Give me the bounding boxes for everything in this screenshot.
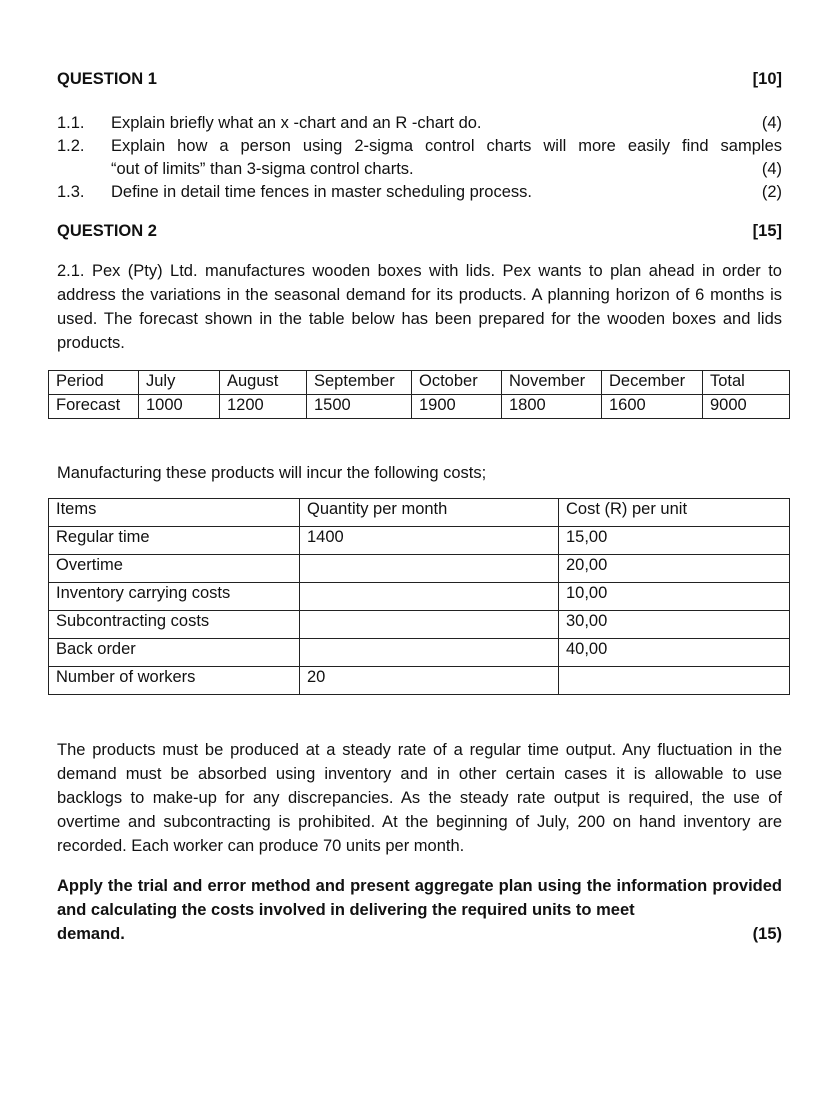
item-marks: (4) (761, 160, 782, 178)
item-text-line-2: “out of limits” than 3-sigma control charts. (111, 160, 414, 178)
item-number: 1.2. (57, 137, 85, 155)
table-cell (300, 555, 559, 583)
table-cell: 1900 (412, 395, 502, 419)
forecast-table (48, 370, 790, 419)
table-cell: Back order (49, 639, 300, 667)
instruction-text: Apply the trial and error method and present aggregate plan using the information provided and calculating the costs involved in delivering the required units to meet (57, 877, 782, 919)
table-row (49, 639, 790, 667)
table-cell: December (602, 371, 703, 395)
table-cell (559, 667, 790, 695)
table-row (49, 527, 790, 555)
question-2-1-intro: 2.1. Pex (Pty) Ltd. manufactures wooden boxes with lids. Pex wants to plan ahead in order to address the variations in the seasonal demand for its products. A planning horizon of 6 months is used. The forecast shown in the table below has been prepared for the wooden boxes and lids products. (57, 262, 782, 352)
table-cell: Cost (R) per unit (559, 499, 790, 527)
forecast-data-row (49, 395, 790, 419)
table-cell (300, 611, 559, 639)
table-cell: Period (49, 371, 139, 395)
table-cell: August (220, 371, 307, 395)
table-cell: 1000 (139, 395, 220, 419)
question-1-2 (57, 135, 782, 181)
table-cell: Subcontracting costs (49, 611, 300, 639)
table-cell: 9000 (703, 395, 790, 419)
table-cell: Overtime (49, 555, 300, 583)
item-marks: (2) (761, 183, 782, 201)
instruction-last-line (57, 922, 782, 946)
table-cell: 1800 (502, 395, 602, 419)
conditions-paragraph: The products must be produced at a steady rate of a regular time output. Any fluctuation in the demand must be absorbed using inventory and in other certain cases it is allowable to use backlogs to make-up for any discrepancies. As the steady rate output is required, the use of overtime and subcontracting is prohibited. At the beginning of July, 200 on hand inventory are recorded. Each worker can produce 70 units per month. (57, 741, 782, 855)
table-cell: November (502, 371, 602, 395)
table-cell: 20,00 (559, 555, 790, 583)
item-text-line-1: Explain how a person using 2-sigma control charts will more easily find samples (111, 137, 782, 155)
question-1-marks: [10] (752, 70, 782, 88)
item-number: 1.3. (57, 183, 85, 201)
item-text: Explain briefly what an x -chart and an R -chart do. (111, 114, 482, 132)
table-cell: 40,00 (559, 639, 790, 667)
table-cell: 30,00 (559, 611, 790, 639)
question-2-title: QUESTION 2 (57, 222, 157, 240)
table-cell (300, 639, 559, 667)
table-cell: Total (703, 371, 790, 395)
table-cell: 20 (300, 667, 559, 695)
table-cell: Items (49, 499, 300, 527)
table-row (49, 583, 790, 611)
table-cell: 1600 (602, 395, 703, 419)
question-1-3 (57, 181, 782, 204)
table-cell: October (412, 371, 502, 395)
table-row (49, 555, 790, 583)
table-row (49, 611, 790, 639)
table-cell: Forecast (49, 395, 139, 419)
table-cell: 15,00 (559, 527, 790, 555)
table-cell (300, 583, 559, 611)
table-cell: Regular time (49, 527, 300, 555)
cost-header-row (49, 499, 790, 527)
cost-table (48, 498, 790, 695)
table-cell: July (139, 371, 220, 395)
question-1-title: QUESTION 1 (57, 70, 157, 88)
costs-intro: Manufacturing these products will incur the following costs; (57, 464, 487, 482)
item-text: Define in detail time fences in master scheduling process. (111, 183, 532, 201)
table-cell: 1200 (220, 395, 307, 419)
instruction-marks: (15) (752, 925, 782, 943)
table-cell: Inventory carrying costs (49, 583, 300, 611)
item-marks: (4) (761, 114, 782, 132)
item-number: 1.1. (57, 114, 85, 132)
forecast-header-row (49, 371, 790, 395)
question-2-heading (57, 222, 782, 241)
table-cell: 10,00 (559, 583, 790, 611)
question-2-marks: [15] (752, 222, 782, 240)
table-row (49, 667, 790, 695)
question-1-heading (57, 70, 782, 89)
table-cell: 1500 (307, 395, 412, 419)
instruction-block (57, 874, 782, 946)
table-cell: 1400 (300, 527, 559, 555)
table-cell: Number of workers (49, 667, 300, 695)
question-1-1 (57, 112, 782, 135)
table-cell: Quantity per month (300, 499, 559, 527)
table-cell: September (307, 371, 412, 395)
instruction-end: demand. (57, 925, 125, 943)
